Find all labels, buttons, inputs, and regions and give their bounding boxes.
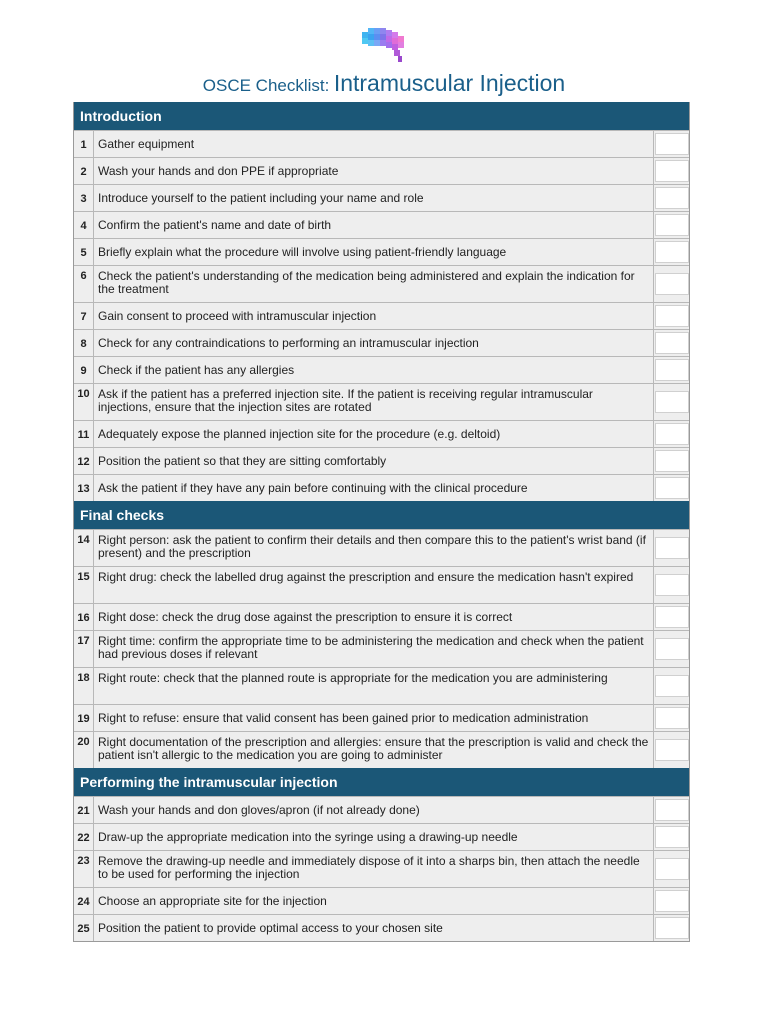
checkbox[interactable]	[655, 273, 689, 295]
item-text: Right drug: check the labelled drug against the prescription and ensure the medication hasn't expired	[98, 570, 634, 584]
item-text: Right time: confirm the appropriate time to be administering the medication and check when the patient had previous doses if relevant	[98, 634, 644, 661]
checkbox[interactable]	[655, 890, 689, 912]
checkbox-cell[interactable]	[653, 266, 689, 302]
item-number: 13	[74, 475, 94, 501]
item-text: Confirm the patient's name and date of birth	[98, 218, 332, 232]
item-text: Ask if the patient has a preferred injection site. If the patient is receiving regular intramuscular injections, ensure that the injection sites are rotated	[98, 387, 593, 414]
item-number: 24	[74, 888, 94, 914]
item-text: Ask the patient if they have any pain before continuing with the clinical procedure	[98, 481, 528, 495]
item-number: 21	[74, 797, 94, 823]
checkbox-cell[interactable]	[653, 330, 689, 356]
item-number: 12	[74, 448, 94, 474]
item-text: Wash your hands and don PPE if appropriate	[98, 164, 339, 178]
checklist-row	[74, 667, 689, 704]
checkbox[interactable]	[655, 826, 689, 848]
checkbox[interactable]	[655, 241, 689, 263]
checkbox-cell[interactable]	[653, 131, 689, 157]
checkbox-cell[interactable]	[653, 668, 689, 704]
item-text: Position the patient to provide optimal access to your chosen site	[98, 921, 443, 935]
checklist-table	[73, 102, 690, 942]
checkbox-cell[interactable]	[653, 384, 689, 420]
section-header: Final checks	[74, 501, 689, 529]
item-number: 19	[74, 705, 94, 731]
checkbox-cell[interactable]	[653, 158, 689, 184]
checkbox[interactable]	[655, 359, 689, 381]
item-number: 9	[74, 357, 94, 383]
item-text: Remove the drawing-up needle and immediately dispose of it into a sharps bin, then attach the needle to be used for performing the injection	[98, 854, 640, 881]
checklist-row	[74, 474, 689, 501]
checkbox-cell[interactable]	[653, 915, 689, 941]
checklist-row	[74, 603, 689, 630]
title-main: Intramuscular Injection	[333, 70, 566, 96]
checkbox[interactable]	[655, 574, 689, 596]
item-number: 8	[74, 330, 94, 356]
checkbox[interactable]	[655, 160, 689, 182]
item-text: Briefly explain what the procedure will involve using patient-friendly language	[98, 245, 507, 259]
item-number: 14	[74, 530, 94, 566]
checklist-row	[74, 796, 689, 823]
checkbox[interactable]	[655, 450, 689, 472]
checklist-row	[74, 887, 689, 914]
checkbox-cell[interactable]	[653, 888, 689, 914]
checkbox[interactable]	[655, 606, 689, 628]
item-text: Wash your hands and don gloves/apron (if not already done)	[98, 803, 420, 817]
item-number: 15	[74, 567, 94, 603]
checklist-row	[74, 850, 689, 887]
checklist-row	[74, 823, 689, 850]
checkbox-cell[interactable]	[653, 212, 689, 238]
checkbox-cell[interactable]	[653, 705, 689, 731]
item-number: 5	[74, 239, 94, 265]
brain-icon	[360, 26, 408, 64]
checkbox-cell[interactable]	[653, 475, 689, 501]
checklist-row	[74, 529, 689, 566]
checklist-row	[74, 356, 689, 383]
checklist-row	[74, 329, 689, 356]
item-text: Choose an appropriate site for the injection	[98, 894, 327, 908]
checkbox[interactable]	[655, 391, 689, 413]
item-text: Right dose: check the drug dose against the prescription to ensure it is correct	[98, 610, 513, 624]
section-header: Introduction	[74, 102, 689, 130]
checklist-row	[74, 704, 689, 731]
checklist-row	[74, 184, 689, 211]
item-number: 17	[74, 631, 94, 667]
checkbox[interactable]	[655, 214, 689, 236]
checkbox-cell[interactable]	[653, 303, 689, 329]
checkbox-cell[interactable]	[653, 530, 689, 566]
checklist-row	[74, 630, 689, 667]
checkbox[interactable]	[655, 707, 689, 729]
checkbox[interactable]	[655, 739, 689, 761]
checkbox-cell[interactable]	[653, 851, 689, 887]
checkbox-cell[interactable]	[653, 185, 689, 211]
checkbox-cell[interactable]	[653, 421, 689, 447]
checklist-row	[74, 302, 689, 329]
checklist-row	[74, 383, 689, 420]
checkbox-cell[interactable]	[653, 567, 689, 603]
checkbox[interactable]	[655, 917, 689, 939]
item-text: Right route: check that the planned route is appropriate for the medication you are administering	[98, 671, 608, 685]
item-number: 11	[74, 421, 94, 447]
title-prefix: OSCE Checklist:	[202, 76, 330, 95]
item-number: 1	[74, 131, 94, 157]
checklist-row	[74, 211, 689, 238]
checkbox-cell[interactable]	[653, 239, 689, 265]
item-text: Introduce yourself to the patient including your name and role	[98, 191, 424, 205]
item-text: Position the patient so that they are sitting comfortably	[98, 454, 387, 468]
checkbox[interactable]	[655, 423, 689, 445]
checkbox[interactable]	[655, 332, 689, 354]
checkbox[interactable]	[655, 133, 689, 155]
item-text: Check if the patient has any allergies	[98, 363, 295, 377]
item-number: 3	[74, 185, 94, 211]
checklist-row	[74, 238, 689, 265]
item-text: Right person: ask the patient to confirm their details and then compare this to the patient's wrist band (if present) and the prescription	[98, 533, 646, 560]
checklist-row	[74, 420, 689, 447]
checklist-row	[74, 265, 689, 302]
item-number: 23	[74, 851, 94, 887]
item-number: 18	[74, 668, 94, 704]
checkbox-cell[interactable]	[653, 797, 689, 823]
checkbox[interactable]	[655, 638, 689, 660]
item-number: 2	[74, 158, 94, 184]
item-number: 20	[74, 732, 94, 768]
item-number: 10	[74, 384, 94, 420]
item-number: 4	[74, 212, 94, 238]
checklist-row	[74, 914, 689, 941]
item-number: 25	[74, 915, 94, 941]
checkbox[interactable]	[655, 799, 689, 821]
checkbox-cell[interactable]	[653, 357, 689, 383]
item-text: Check the patient's understanding of the medication being administered and explain the indication for the treatment	[98, 269, 635, 296]
checkbox[interactable]	[655, 305, 689, 327]
item-text: Right documentation of the prescription and allergies: ensure that the prescription is valid and check the patient isn't allergic to the medication you are going to administer	[98, 735, 649, 762]
page-title	[0, 70, 768, 97]
checkbox-cell[interactable]	[653, 448, 689, 474]
item-text: Draw-up the appropriate medication into the syringe using a drawing-up needle	[98, 830, 518, 844]
checklist-row	[74, 731, 689, 768]
item-text: Adequately expose the planned injection site for the procedure (e.g. deltoid)	[98, 427, 501, 441]
checklist-row	[74, 447, 689, 474]
checkbox[interactable]	[655, 858, 689, 880]
item-number: 22	[74, 824, 94, 850]
checkbox-cell[interactable]	[653, 631, 689, 667]
checkbox[interactable]	[655, 477, 689, 499]
checklist-row	[74, 566, 689, 603]
checklist-row	[74, 130, 689, 157]
item-text: Check for any contraindications to performing an intramuscular injection	[98, 336, 479, 350]
checkbox-cell[interactable]	[653, 604, 689, 630]
checkbox-cell[interactable]	[653, 732, 689, 768]
checkbox-cell[interactable]	[653, 824, 689, 850]
checkbox[interactable]	[655, 187, 689, 209]
item-text: Gather equipment	[98, 137, 195, 151]
checkbox[interactable]	[655, 675, 689, 697]
checklist-row	[74, 157, 689, 184]
item-text: Right to refuse: ensure that valid consent has been gained prior to medication administration	[98, 711, 589, 725]
checkbox[interactable]	[655, 537, 689, 559]
item-text: Gain consent to proceed with intramuscular injection	[98, 309, 377, 323]
item-number: 7	[74, 303, 94, 329]
section-header: Performing the intramuscular injection	[74, 768, 689, 796]
item-number: 16	[74, 604, 94, 630]
item-number: 6	[74, 266, 94, 302]
